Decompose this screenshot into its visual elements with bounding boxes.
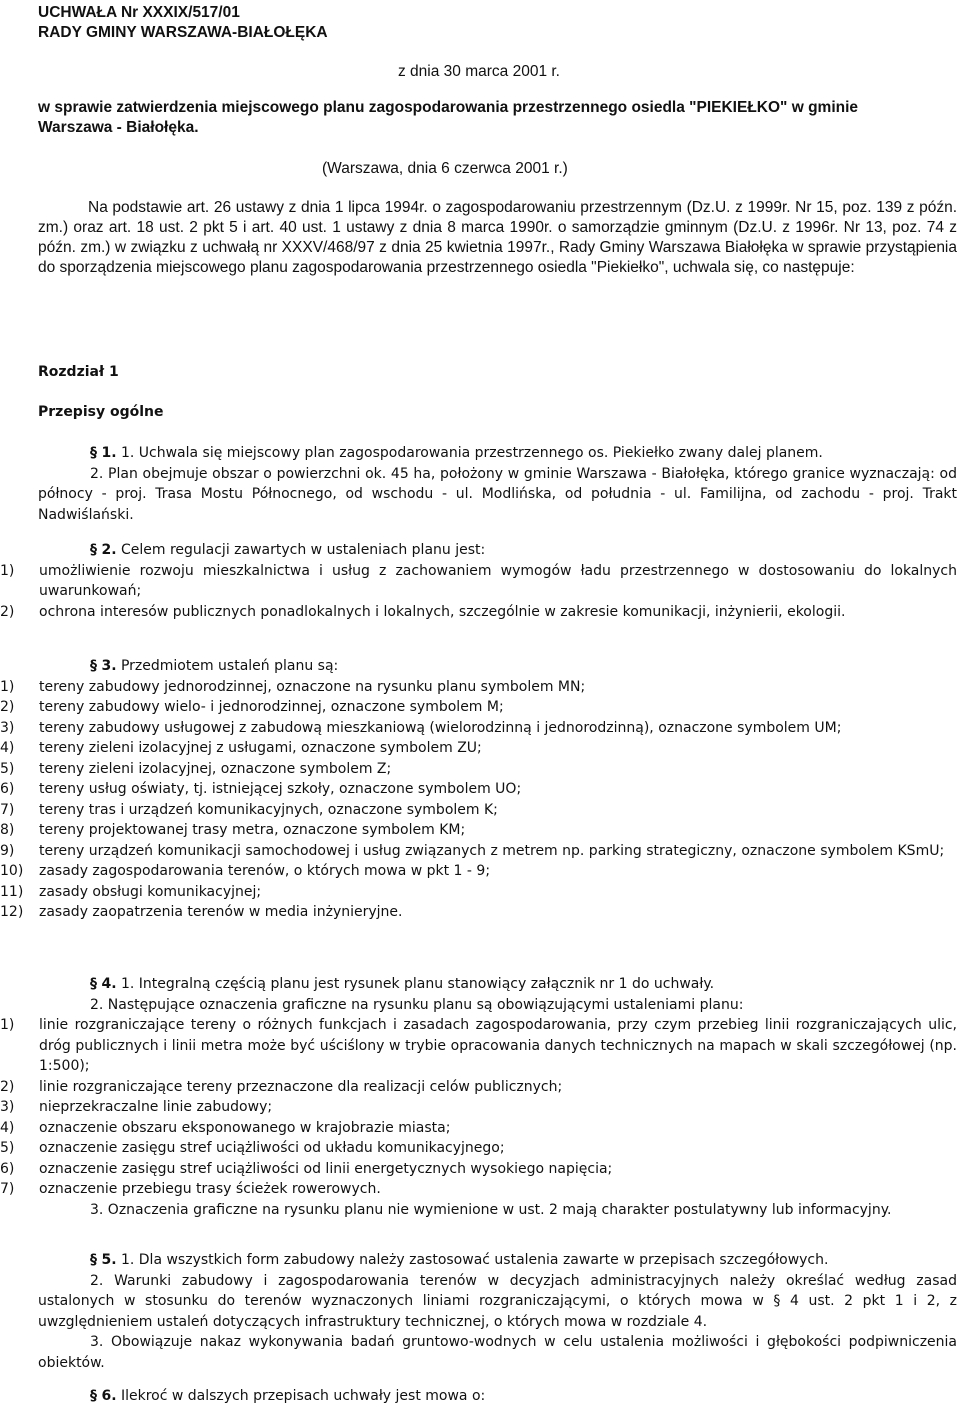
list-item-text: zasady zaopatrzenia terenów w media inżynieryjne. (39, 904, 403, 920)
list-item-number: 1) (0, 1017, 15, 1033)
section-3 (0, 656, 957, 923)
section-3-mark: 3. (101, 658, 117, 674)
section-5-para-1 (38, 1250, 957, 1271)
list-item (0, 779, 957, 800)
section-2 (0, 540, 957, 622)
resolution-title-line1: UCHWAŁA Nr XXXIX/517/01 (38, 4, 240, 21)
section-6-intro-text: Ilekroć w dalszych przepisach uchwały jest mowa o: (120, 1388, 486, 1404)
list-item-text: oznaczenie zasięgu stref uciążliwości od linii energetycznych wysokiego napięcia; (39, 1160, 613, 1177)
list-item-number: 1) (0, 562, 15, 579)
list-item-text: tereny zabudowy wielo- i jednorodzinnej, oznaczone symbolem M; (39, 699, 504, 715)
list-item (0, 738, 957, 759)
list-item-number: 2) (0, 603, 15, 620)
section-2-mark: 2. (101, 542, 117, 558)
section-6-intro (38, 1386, 957, 1407)
section-5-para-3: 3. Obowiązuje nakaz wykonywania badań gruntowo-wodnych w celu ustalenia możliwości i głębokości podpiwniczenia obiektów. (38, 1334, 957, 1371)
list-item (0, 1179, 957, 1200)
section-5-mark: 5. (101, 1252, 117, 1268)
list-item-number: 6) (0, 1160, 15, 1177)
list-item-text: umożliwienie rozwoju mieszkalnictwa i usług z zachowaniem wymogów ładu przestrzennego w dostosowaniu do lokalnych uwarunkowań; (39, 562, 957, 599)
list-item-number: 12) (0, 904, 24, 920)
list-item-number: 1) (0, 678, 15, 695)
list-item-number: 9) (0, 842, 15, 859)
list-item-text: zasady zagospodarowania terenów, o których mowa w pkt 1 - 9; (39, 863, 491, 879)
list-item (0, 841, 957, 862)
list-item (0, 718, 957, 739)
list-item-number: 10) (0, 863, 24, 879)
list-item (0, 902, 957, 923)
section-symbol: § (90, 658, 97, 674)
section-symbol: § (90, 1388, 97, 1404)
list-item-number: 4) (0, 1119, 15, 1136)
section-2-intro (38, 540, 957, 561)
section-5-text-1: 1. Dla wszystkich form zabudowy należy zastosować ustalenia zawarte w przepisach szczegółowych. (120, 1252, 829, 1268)
list-item-text: tereny usług oświaty, tj. istniejącej szkoły, oznaczone symbolem UO; (39, 781, 522, 797)
section-4-text-1: 1. Integralną częścią planu jest rysunek planu stanowiący załącznik nr 1 do uchwały. (120, 976, 715, 992)
list-item-text: tereny urządzeń komunikacji samochodowej i usług związanych z metrem np. parking strategiczny, oznaczone symbolem KSmU; (39, 842, 945, 859)
section-6-mark: 6. (101, 1388, 117, 1404)
list-item-number: 3) (0, 1099, 15, 1115)
section-1-para-2: 2. Plan obejmuje obszar o powierzchni ok. 45 ha, położony w gminie Warszawa - Białołęka, którego granice wyznaczają: od północy - proj. Trasa Mostu Północnego, od wschodu - ul. Modlińska, od południa - ul. Familijna, od zachodu - proj. Trakt Nadwiślański. (38, 465, 957, 523)
list-item-text: tereny zieleni izolacyjnej, oznaczone symbolem Z; (39, 760, 392, 777)
list-item (0, 1077, 957, 1098)
list-item (0, 1118, 957, 1139)
list-item (0, 882, 957, 903)
section-4-para-2: 2. Następujące oznaczenia graficzne na rysunku planu są obowiązującymi ustaleniami planu: (90, 996, 744, 1013)
list-item (0, 602, 957, 623)
section-2-intro-text: Celem regulacji zawartych w ustaleniach planu jest: (120, 542, 486, 558)
section-4-mark: 4. (101, 976, 117, 992)
section-5 (38, 1250, 957, 1373)
list-item-number: 2) (0, 1078, 15, 1095)
list-item-text: ochrona interesów publicznych ponadlokalnych i lokalnych, szczególnie w zakresie komunikacji, inżynierii, ekologii. (39, 603, 846, 620)
list-item-text: oznaczenie przebiegu trasy ścieżek rowerowych. (39, 1181, 381, 1197)
section-symbol: § (90, 445, 97, 461)
list-item (0, 697, 957, 718)
list-item-number: 5) (0, 760, 15, 777)
publication-note: (Warszawa, dnia 6 czerwca 2001 r.) (322, 160, 568, 177)
preamble-text: Na podstawie art. 26 ustawy z dnia 1 lipca 1994r. o zagospodarowaniu przestrzennym (Dz.U. z 1999r. Nr 15, poz. 139 z późn. zm.) oraz art. 18 ust. 2 pkt 5 i art. 40 ust. 1 ustawy z dnia 8 marca 1990r. o samorządzie gminnym (Dz.U. z 1996r. Nr 13, poz. 74 z późn. zm.) w związku z uchwałą nr XXXV/468/97 z dnia 25 kwietnia 1997r., Rady Gminy Warszawa Białołęka w sprawie przystąpienia do sporządzenia miejscowego planu zagospodarowania przestrzennego osiedla "Piekiełko", uchwala się, co następuje: (38, 199, 957, 276)
list-item-number: 11) (0, 883, 24, 900)
section-1 (38, 443, 957, 525)
list-item-number: 8) (0, 822, 15, 838)
list-item-text: oznaczenie obszaru eksponowanego w krajobrazie miasta; (39, 1119, 451, 1136)
list-item (0, 800, 957, 821)
resolution-title-line2: RADY GMINY WARSZAWA-BIAŁOŁĘKA (38, 24, 328, 41)
list-item-number: 3) (0, 719, 15, 736)
list-item (0, 1015, 957, 1077)
section-3-intro (38, 656, 957, 677)
list-item-text: nieprzekraczalne linie zabudowy; (39, 1099, 273, 1115)
list-item-number: 7) (0, 801, 15, 818)
section-6 (38, 1386, 957, 1407)
section-4-para-3: 3. Oznaczenia graficzne na rysunku planu nie wymienione w ust. 2 mają charakter postulatywny lub informacyjny. (90, 1201, 892, 1218)
list-item (0, 677, 957, 698)
list-item-text: tereny zieleni izolacyjnej z usługami, oznaczone symbolem ZU; (39, 740, 482, 756)
section-1-para-1 (38, 443, 957, 464)
list-item-number: 6) (0, 781, 15, 797)
section-1-text-1: 1. Uchwala się miejscowy plan zagospodarowania przestrzennego os. Piekiełko zwany dalej planem. (120, 445, 823, 461)
section-1-mark: 1. (101, 445, 117, 461)
list-item-text: tereny zabudowy usługowej z zabudową mieszkaniową (wielorodzinną i jednorodzinną), oznaczone symbolem UM; (39, 719, 842, 736)
section-5-para-2: 2. Warunki zabudowy i zagospodarowania terenów w decyzjach administracyjnych należy określać według zasad ustalonych w stosunku do terenów wyznaczonych liniami rozgraniczającymi, o których mowa w § 4 ust. 2 pkt 1 i 2, z uwzględnieniem ustaleń dotyczących infrastruktury technicznej, o których mowa w rozdziale 4. (38, 1272, 957, 1330)
list-item (0, 1097, 957, 1118)
list-item-text: linie rozgraniczające tereny o różnych funkcjach i zasadach zagospodarowania, przy czym przebieg linii rozgraniczających ulic, dróg publicznych i linii metra może być uściślony w trybie opracowania danych technicznych na mapach w skali szczegółowej (np. 1:500); (39, 1017, 957, 1074)
list-item-number: 5) (0, 1140, 15, 1156)
section-4 (0, 974, 957, 1220)
list-item (0, 1159, 957, 1180)
list-item (0, 561, 957, 602)
section-4-para-1 (38, 974, 957, 995)
chapter-title: Rozdział 1 (38, 364, 119, 380)
list-item-text: zasady obsługi komunikacyjnej; (39, 883, 262, 900)
resolution-subject: w sprawie zatwierdzenia miejscowego planu zagospodarowania przestrzennego osiedla "PIEKIEŁKO" w gminie Warszawa - Białołęka. (38, 99, 859, 136)
list-item (0, 820, 957, 841)
chapter-subtitle: Przepisy ogólne (38, 404, 164, 420)
section-symbol: § (90, 542, 97, 558)
list-item (0, 1138, 957, 1159)
list-item-number: 4) (0, 740, 15, 756)
section-3-intro-text: Przedmiotem ustaleń planu są: (120, 658, 339, 674)
section-symbol: § (90, 1252, 97, 1268)
list-item-number: 7) (0, 1181, 15, 1197)
list-item-text: tereny zabudowy jednorodzinnej, oznaczone na rysunku planu symbolem MN; (39, 678, 586, 695)
list-item (0, 861, 957, 882)
resolution-date: z dnia 30 marca 2001 r. (398, 63, 560, 80)
list-item-text: oznaczenie zasięgu stref uciążliwości od układu komunikacyjnego; (39, 1140, 505, 1156)
list-item (0, 759, 957, 780)
list-item-text: linie rozgraniczające tereny przeznaczone dla realizacji celów publicznych; (39, 1078, 563, 1095)
list-item-text: tereny tras i urządzeń komunikacyjnych, oznaczone symbolem K; (39, 801, 498, 818)
section-symbol: § (90, 976, 97, 992)
preamble (38, 198, 957, 278)
list-item-number: 2) (0, 699, 15, 715)
list-item-text: tereny projektowanej trasy metra, oznaczone symbolem KM; (39, 822, 466, 838)
